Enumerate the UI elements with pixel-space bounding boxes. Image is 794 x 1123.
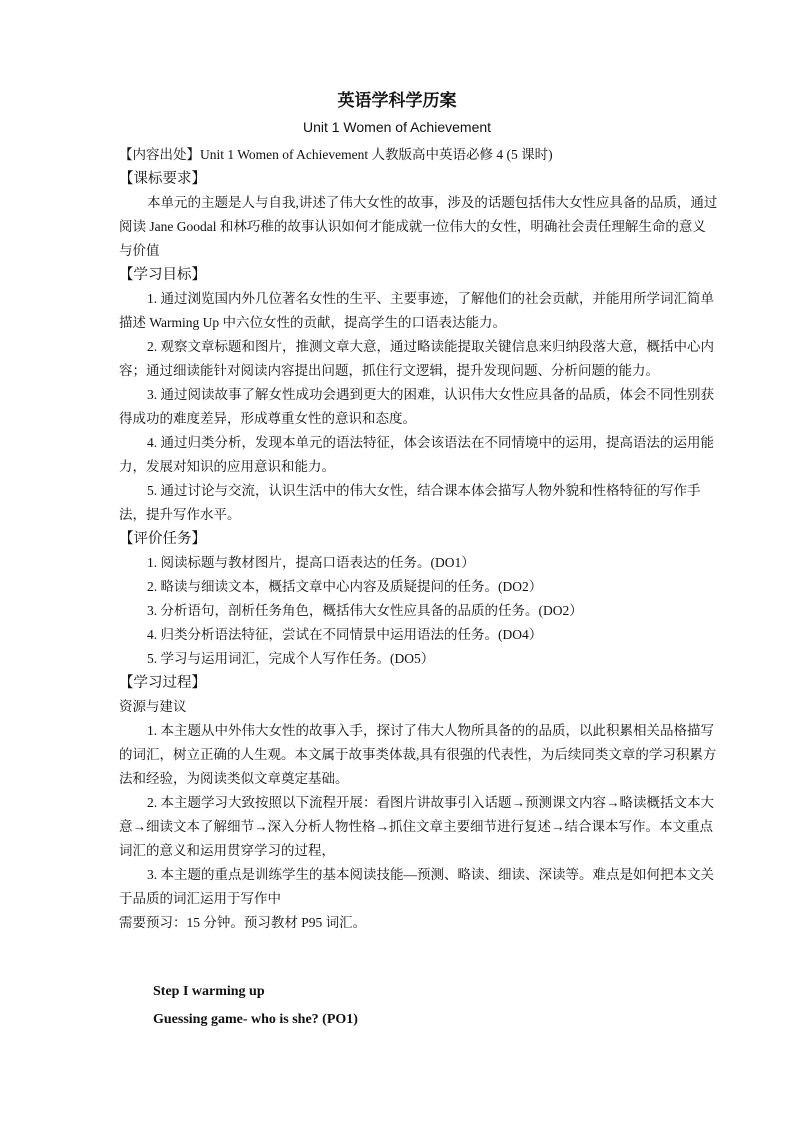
evaluation-task: 5. 学习与运用词汇，完成个人写作任务。(DO5） — [147, 651, 435, 666]
content-source-line: 【内容出处】Unit 1 Women of Achievement 人教版高中英语必修 4 (5 课时) — [119, 147, 553, 162]
evaluation-task: 4. 归类分析语法特征，尝试在不同情景中运用语法的任务。(DO4） — [147, 627, 543, 642]
unit-subtitle: Unit 1 Women of Achievement — [302, 119, 492, 135]
evaluation-task: 1. 阅读标题与教材图片，提高口语表达的任务。(DO1） — [147, 555, 475, 570]
document-body — [119, 143, 719, 935]
process-item: 2. 本主题学习大致按照以下流程开展：看图片讲故事引入话题→预测课文内容→略读概括文本大意→细读文本了解细节→深入分析人物性格→抓住文章主要细节进行复述→结合课本写作。本文重点词汇的意义和运用贯穿学习的过程， — [119, 795, 714, 858]
standards-text: 本单元的主题是人与自我,讲述了伟大女性的故事，涉及的话题包括伟大女性应具备的品质，通过阅读 Jane Goodal 和林巧稚的故事认识如何才能成就一位伟大的女性，明确社会责任理解生命的意义与价值 — [119, 195, 718, 258]
step-title: Step I warming up — [153, 984, 265, 999]
guessing-game-line: Guessing game- who is she? (PO1) — [153, 1012, 358, 1027]
process-item: 3. 本主题的重点是训练学生的基本阅读技能—预测、略读、细读、深读等。难点是如何把本文关于品质的词汇运用于写作中 — [119, 867, 714, 906]
evaluation-task: 3. 分析语句，剖析任务角色，概括伟大女性应具备的品质的任务。(DO2） — [147, 603, 583, 618]
objective-item: 2. 观察文章标题和图片，推测文章大意，通过略读能提取关键信息来归纳段落大意，概括中心内容；通过细读能针对阅读内容提出问题，抓住行文逻辑，提升发现问题、分析问题的能力。 — [119, 339, 714, 378]
objective-item: 1. 通过浏览国内外几位著名女性的生平、主要事迹，了解他们的社会贡献，并能用所学词汇简单描述 Warming Up 中六位女性的贡献，提高学生的口语表达能力。 — [119, 291, 714, 330]
evaluation-heading: 【评价任务】 — [119, 531, 206, 547]
objective-item: 5. 通过讨论与交流，认识生活中的伟大女性，结合课本体会描写人物外貌和性格特征的写作手法，提升写作水平。 — [119, 483, 701, 522]
objective-item: 4. 通过归类分析，发现本单元的语法特征，体会该语法在不同情境中的运用，提高语法的运用能力，发展对知识的应用意识和能力。 — [119, 435, 714, 474]
process-heading: 【学习过程】 — [119, 675, 206, 691]
objectives-heading: 【学习目标】 — [119, 267, 206, 283]
resources-label: 资源与建议 — [119, 699, 187, 714]
document-title: 英语学科学历案 — [337, 91, 457, 111]
process-item: 1. 本主题从中外伟大女性的故事入手，探讨了伟大人物所具备的的品质，以此积累相关品格描写的词汇，树立正确的人生观。本文属于故事类体裁,具有很强的代表性，为后续同类文章的学习积累方法和经验，为阅读类似文章奠定基础。 — [119, 723, 717, 786]
evaluation-task: 2. 略读与细读文本，概括文章中心内容及质疑提问的任务。(DO2） — [147, 579, 543, 594]
objective-item: 3. 通过阅读故事了解女性成功会遇到更大的困难，认识伟大女性应具备的品质，体会不同性别获得成功的难度差异，形成尊重女性的意识和态度。 — [119, 387, 714, 426]
standards-heading: 【课标要求】 — [119, 171, 206, 187]
preview-requirement: 需要预习：15 分钟。预习教材 P95 词汇。 — [119, 915, 367, 930]
